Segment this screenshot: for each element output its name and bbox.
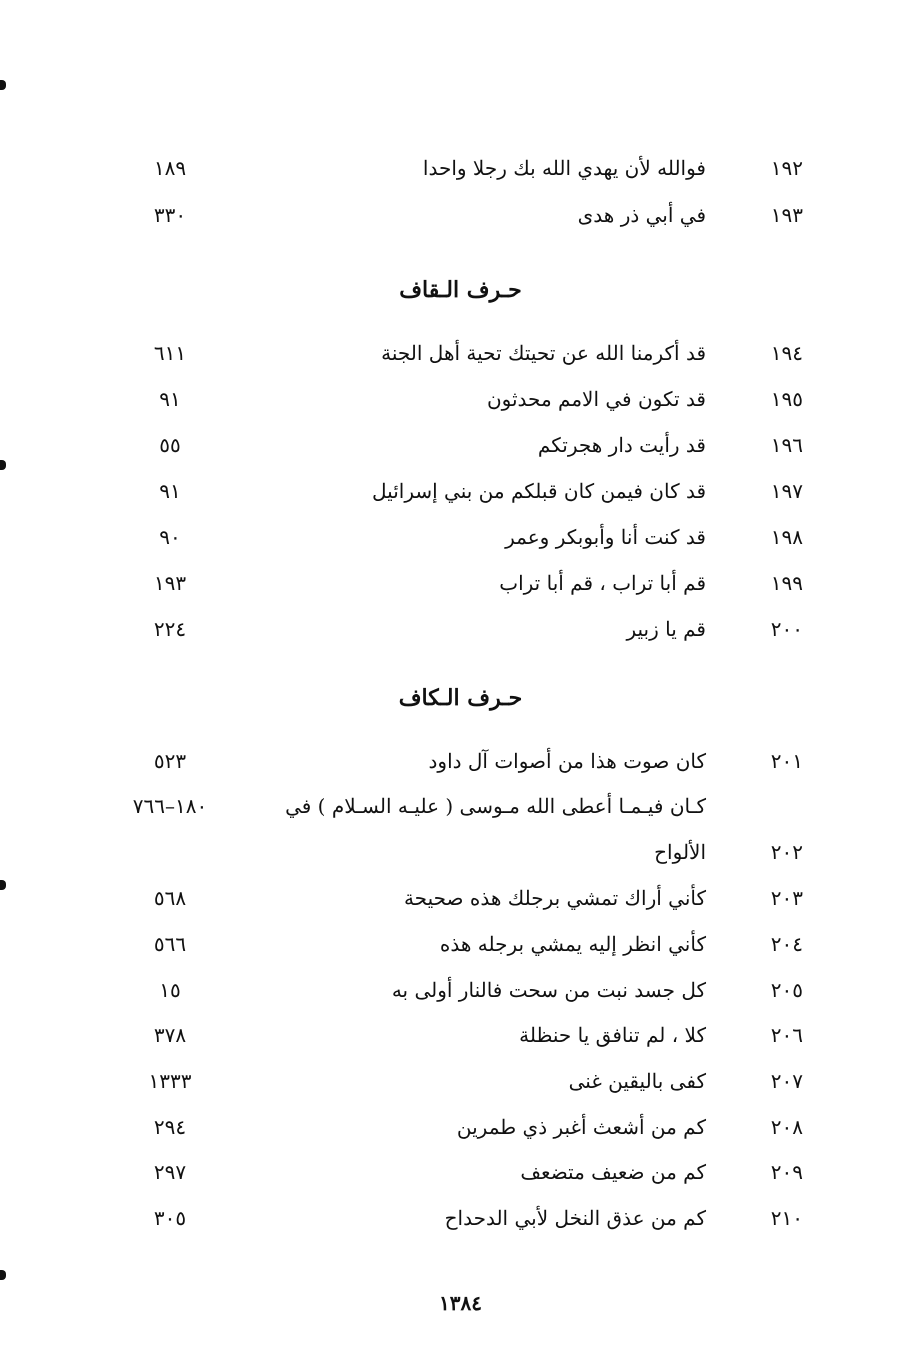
entry-text: قد كنت أنا وأبوبكر وعمر [505,525,706,549]
entry-number: ١٩٨ [770,525,803,549]
entry-page: ١٨٠–٧٦٦ [132,794,208,818]
index-row [0,1061,921,1101]
entry-number: ١٩٦ [770,433,803,457]
entry-page: ١٨٩ [153,156,187,180]
entry-page: ٣٠٥ [153,1206,187,1230]
entry-text: قد كان فيمن كان قبلكم من بني إسرائيل [372,479,706,503]
index-row [0,563,921,603]
entry-page: ٥٦٨ [153,886,187,910]
entry-page: ٣٣٠ [153,203,187,227]
scan-mark [0,1270,6,1280]
entry-text: في أبي ذر هدى [577,203,706,227]
entry-number: ٢٠٠ [770,617,803,641]
index-row [0,379,921,419]
index-row [0,924,921,964]
entry-number: ٢٠٢ [770,840,803,864]
entry-page: ٩٠ [159,525,181,549]
entry-number: ١٩٣ [770,203,803,227]
entry-text: كل جسد نبت من سحت فالنار أولى به [391,978,706,1002]
index-row [0,1152,921,1192]
index-row [0,878,921,918]
entry-page: ٢٩٤ [153,1115,187,1139]
entry-text: كم من عذق النخل لأبي الدحداح [444,1206,706,1230]
index-row [0,786,921,826]
entry-number: ٢٠٥ [770,978,803,1002]
entry-number: ١٩٤ [770,341,803,365]
index-row [0,333,921,373]
index-row [0,832,921,872]
entry-page: ٦١١ [153,341,187,365]
entry-number: ٢٠٣ [770,886,803,910]
index-row [0,1015,921,1055]
scan-mark [0,80,6,90]
section-heading: حـرف الـكاف [398,685,523,711]
entry-text: كـان فيـمـا أعطى الله مـوسى ( عليـه السـلام ) في [285,794,706,818]
entry-text: كفى باليقين غنى [568,1069,706,1093]
entry-page: ٥٢٣ [153,749,187,773]
entry-page: ١٣٣٣ [148,1069,192,1093]
entry-number: ٢٠٩ [770,1160,803,1184]
entry-number: ٢٠٤ [770,932,803,956]
entry-text: كأني أراك تمشي برجلك هذه صحيحة [403,886,706,910]
entry-page: ٥٦٦ [153,932,187,956]
entry-number: ١٩٢ [770,156,803,180]
entry-text: قم يا زبير [626,617,706,641]
entry-page: ٥٥ [159,433,181,457]
entry-number: ٢٠٦ [770,1023,803,1047]
entry-page: ٣٧٨ [153,1023,187,1047]
index-row [0,148,921,188]
entry-number: ١٩٩ [770,571,803,595]
entry-text: الألواح [654,840,706,864]
entry-number: ٢١٠ [770,1206,803,1230]
entry-number: ٢٠٧ [770,1069,803,1093]
entry-page: ٢٩٧ [153,1160,187,1184]
entry-page: ١٥ [159,978,181,1002]
entry-number: ١٩٥ [770,387,803,411]
index-row [0,1198,921,1238]
index-row [0,195,921,235]
entry-number: ٢٠٨ [770,1115,803,1139]
index-row [0,970,921,1010]
entry-number: ١٩٧ [770,479,803,503]
entry-text: كأني انظر إليه يمشي برجله هذه [439,932,706,956]
index-row [0,425,921,465]
entry-text: كلا ، لم تنافق يا حنظلة [519,1023,706,1047]
entry-text: قم أبا تراب ، قم أبا تراب [499,571,706,595]
entry-number: ٢٠١ [770,749,803,773]
entry-page: ٢٢٤ [153,617,187,641]
entry-text: قد رأيت دار هجرتكم [537,433,706,457]
index-row [0,741,921,781]
entry-text: قد تكون في الامم محدثون [486,387,706,411]
index-row [0,471,921,511]
entry-page: ٩١ [159,479,181,503]
entry-page: ١٩٣ [153,571,187,595]
index-row [0,609,921,649]
entry-text: كان صوت هذا من أصوات آل داود [428,749,706,773]
entry-text: كم من أشعث أغبر ذي طمرين [456,1115,706,1139]
page-number: ١٣٨٤ [439,1291,482,1315]
entry-text: قد أكرمنا الله عن تحيتك تحية أهل الجنة [381,341,706,365]
index-row [0,517,921,557]
entry-text: فوالله لأن يهدي الله بك رجلا واحدا [422,156,706,180]
entry-text: كم من ضعيف متضعف [520,1160,706,1184]
section-heading: حـرف الـقاف [399,277,522,303]
entry-page: ٩١ [159,387,181,411]
index-row [0,1107,921,1147]
